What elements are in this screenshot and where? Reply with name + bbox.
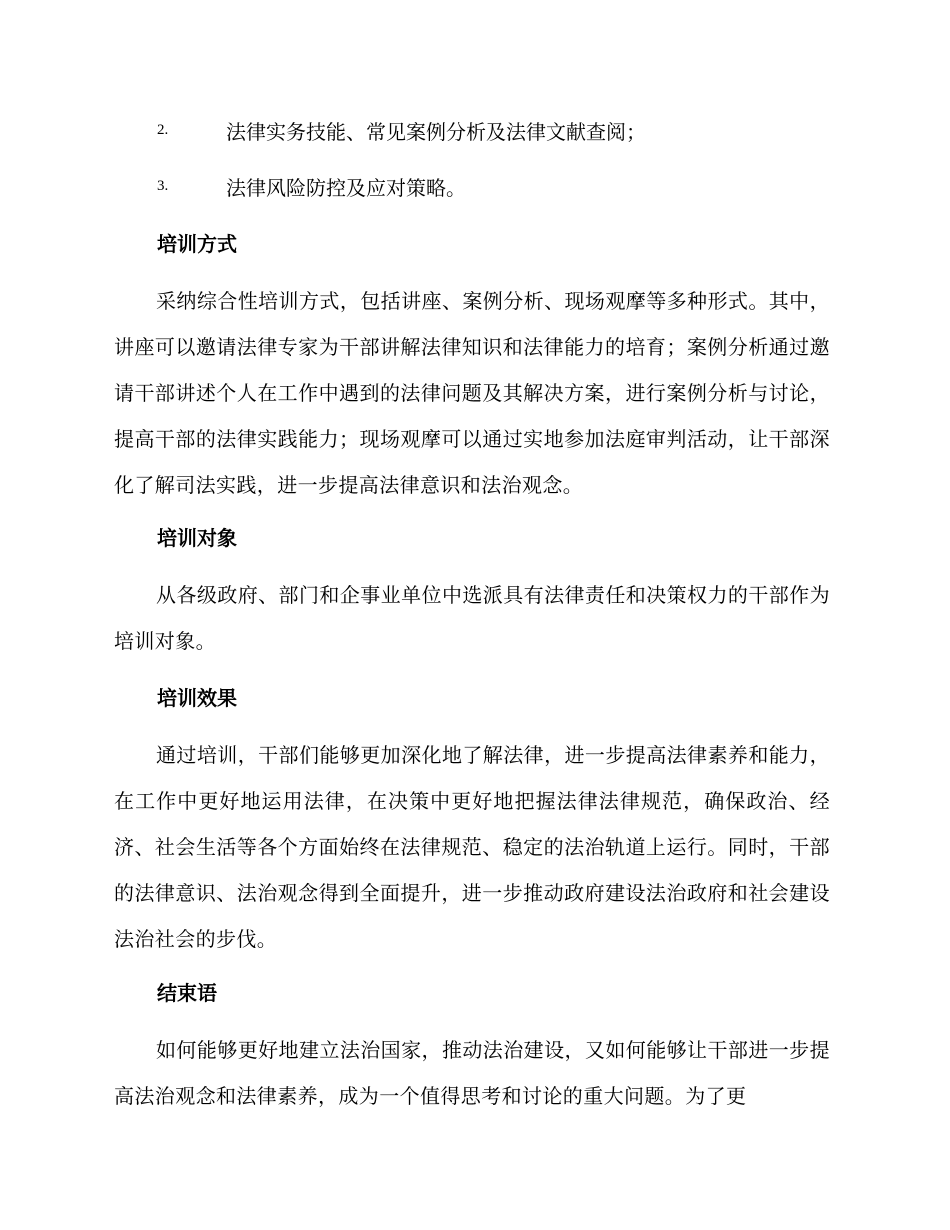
section-heading-conclusion: 结束语 xyxy=(157,981,217,1005)
section-paragraph-training-effect: 通过培训，干部们能够更加深化地了解法律，进一步提高法律素养和能力，在工作中更好地运用法律，在决策中更好地把握法律法律规范，确保政治、经济、社会生活等各个方面始终在法律规范、稳定的法治轨道上运行。同时，干部的法律意识、法治观念得到全面提升，进一步推动政府建设法治政府和社会建设法治社会的步伐。 xyxy=(114,743,830,951)
section-heading-training-method: 培训方式 xyxy=(157,232,237,256)
list-item-number: 3. xyxy=(157,177,169,194)
list-item xyxy=(157,171,466,201)
list-item-number: 2. xyxy=(157,121,169,138)
section-paragraph-training-method: 采纳综合性培训方式，包括讲座、案例分析、现场观摩等多种形式。其中，讲座可以邀请法律专家为干部讲解法律知识和法律能力的培育；案例分析通过邀请干部讲述个人在工作中遇到的法律问题及其解决方案，进行案例分析与讨论，提高干部的法律实践能力；现场观摩可以通过实地参加法庭审判活动，让干部深化了解司法实践，进一步提高法律意识和法治观念。 xyxy=(114,289,830,497)
list-item xyxy=(157,115,646,145)
list-item-text: 法律实务技能、常见案例分析及法律文献查阅； xyxy=(226,119,646,144)
section-heading-training-effect: 培训效果 xyxy=(157,686,237,710)
section-heading-training-target: 培训对象 xyxy=(157,526,237,550)
section-paragraph-training-target: 从各级政府、部门和企事业单位中选派具有法律责任和决策权力的干部作为培训对象。 xyxy=(114,583,830,653)
list-item-text: 法律风险防控及应对策略。 xyxy=(226,175,466,200)
section-paragraph-conclusion: 如何能够更好地建立法治国家，推动法治建设，又如何能够让干部进一步提高法治观念和法律素养，成为一个值得思考和讨论的重大问题。为了更 xyxy=(114,1038,830,1108)
